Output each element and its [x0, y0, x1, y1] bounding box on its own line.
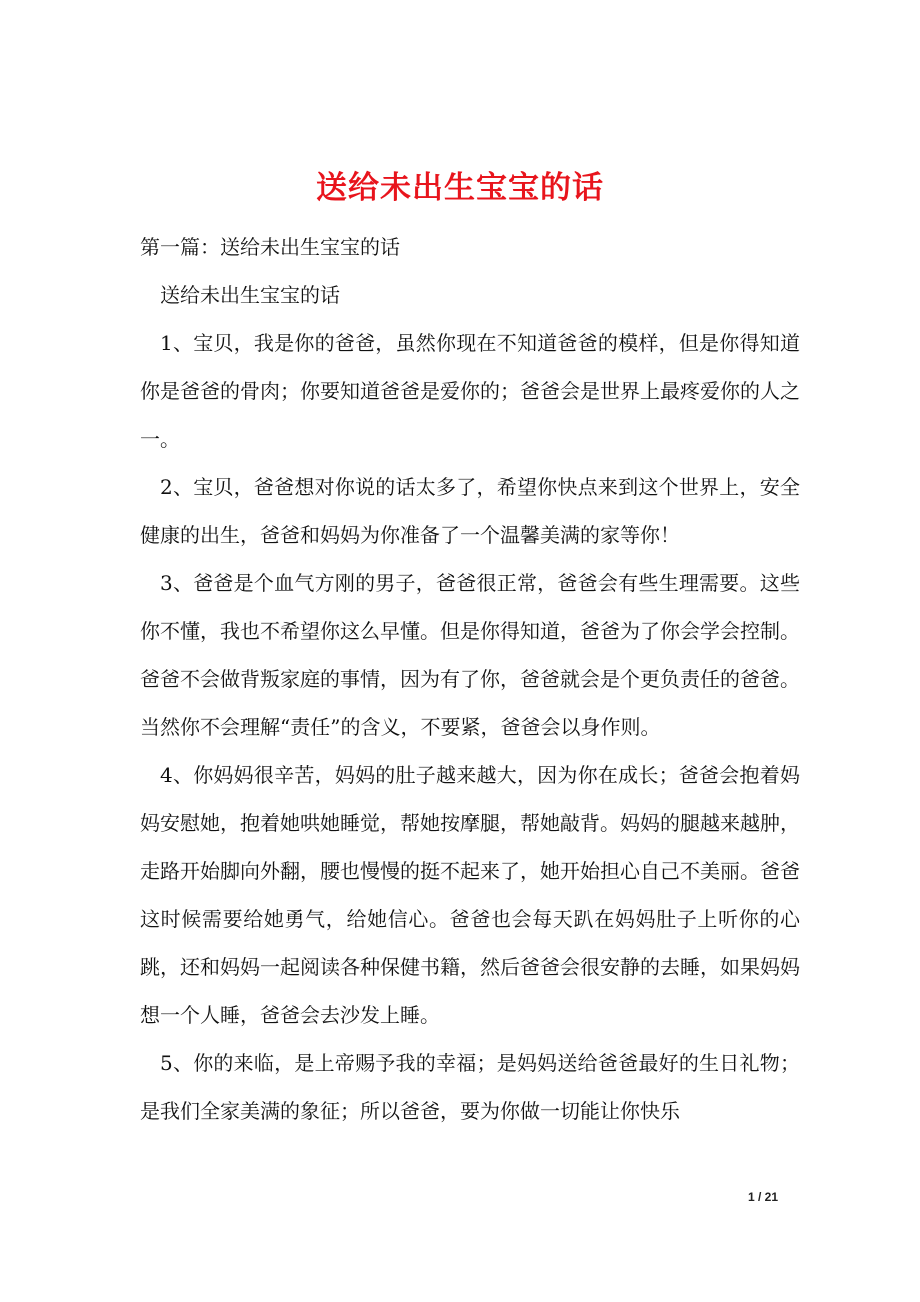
section-heading: 第一篇：送给未出生宝宝的话 [140, 235, 400, 259]
document-body [140, 223, 800, 1135]
paragraph-1: 1、宝贝，我是你的爸爸，虽然你现在不知道爸爸的模样，但是你得知道你是爸爸的骨肉；你要知道爸爸是爱你的；爸爸会是世界上最疼爱你的人之一。 [140, 331, 800, 451]
paragraph-3: 3、爸爸是个血气方刚的男子，爸爸很正常，爸爸会有些生理需要。这些你不懂，我也不希望你这么早懂。但是你得知道，爸爸为了你会学会控制。爸爸不会做背叛家庭的事情，因为有了你，爸爸就会是个更负责任的爸爸。当然你不会理解“责任”的含义，不要紧，爸爸会以身作则。 [140, 571, 800, 739]
subtitle: 送给未出生宝宝的话 [160, 283, 340, 307]
paragraph-5: 5、你的来临，是上帝赐予我的幸福；是妈妈送给爸爸最好的生日礼物；是我们全家美满的象征；所以爸爸，要为你做一切能让你快乐 [140, 1051, 800, 1123]
document-title: 送给未出生宝宝的话 [316, 169, 604, 206]
page-number: 1 / 21 [748, 1190, 779, 1204]
paragraph-4: 4、你妈妈很辛苦，妈妈的肚子越来越大，因为你在成长；爸爸会抱着妈妈安慰她，抱着她哄她睡觉，帮她按摩腿，帮她敲背。妈妈的腿越来越肿，走路开始脚向外翻，腰也慢慢的挺不起来了，她开始担心自己不美丽。爸爸这时候需要给她勇气，给她信心。爸爸也会每天趴在妈妈肚子上听你的心跳，还和妈妈一起阅读各种保健书籍，然后爸爸会很安静的去睡，如果妈妈想一个人睡，爸爸会去沙发上睡。 [140, 763, 800, 1027]
paragraph-2: 2、宝贝，爸爸想对你说的话太多了，希望你快点来到这个世界上，安全健康的出生，爸爸和妈妈为你准备了一个温馨美满的家等你！ [140, 475, 800, 547]
